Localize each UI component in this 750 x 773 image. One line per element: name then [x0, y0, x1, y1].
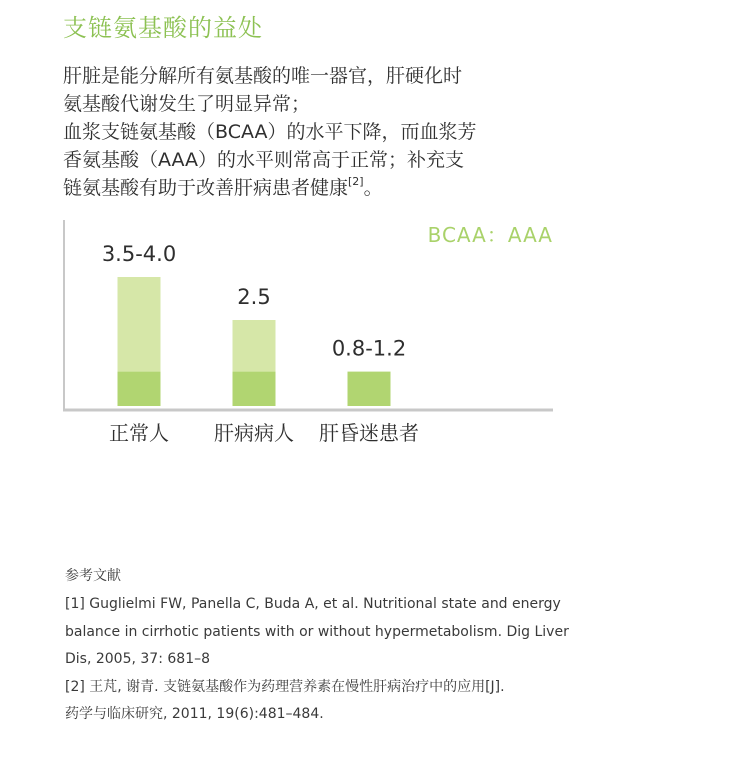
- bars-group: [102, 242, 419, 445]
- bar-lower-segment: [233, 372, 276, 406]
- references: [65, 565, 705, 729]
- bar-value-label: 2.5: [237, 285, 271, 309]
- paragraph-line: 氨基酸代谢发生了明显异常；: [63, 93, 311, 115]
- bar-value-label: 3.5-4.0: [101, 242, 177, 266]
- bcaa-aaa-ratio-chart: [0, 210, 750, 460]
- paragraph-line: 血浆支链氨基酸（BCAA）的水平下降，而血浆芳: [63, 121, 477, 143]
- references-title: 参考文献: [65, 568, 121, 584]
- reference-line: 药学与临床研究, 2011, 19(6):481–484.: [65, 706, 324, 722]
- reference-line: [1] Guglielmi FW, Panella C, Buda A, et al. Nutritional state and energy: [65, 596, 561, 612]
- citation-marker: [2]: [348, 175, 364, 188]
- paragraph-line: 肝脏是能分解所有氨基酸的唯一器官，肝硬化时: [63, 65, 463, 87]
- intro-paragraph: [63, 62, 543, 202]
- paragraph-last-line: [63, 174, 543, 202]
- reference-line: Dis, 2005, 37: 681–8: [65, 651, 211, 667]
- bar-value-label: 0.8-1.2: [331, 336, 407, 361]
- bar-upper-segment: [118, 277, 161, 372]
- bar-lower-segment: [348, 372, 391, 406]
- bar-upper-segment: [233, 320, 276, 372]
- bar-lower-segment: [118, 372, 161, 406]
- paragraph-line-text: 链氨基酸有助于改善肝病患者健康: [63, 177, 349, 199]
- reference-line: balance in cirrhotic patients with or without hypermetabolism. Dig Liver: [65, 623, 569, 640]
- category-label: 正常人: [109, 421, 169, 445]
- category-label: 肝昏迷患者: [319, 421, 419, 445]
- chart-legend-label: BCAA：AAA: [427, 223, 553, 247]
- page-title: 支链氨基酸的益处: [63, 14, 263, 42]
- paragraph-end-punct: 。: [363, 177, 383, 199]
- category-label: 肝病病人: [214, 421, 294, 445]
- reference-line: [2] 王芃, 谢青. 支链氨基酸作为药理营养素在慢性肝病治疗中的应用[J].: [65, 678, 505, 695]
- paragraph-line: 香氨基酸（AAA）的水平则常高于正常；补充支: [63, 149, 465, 171]
